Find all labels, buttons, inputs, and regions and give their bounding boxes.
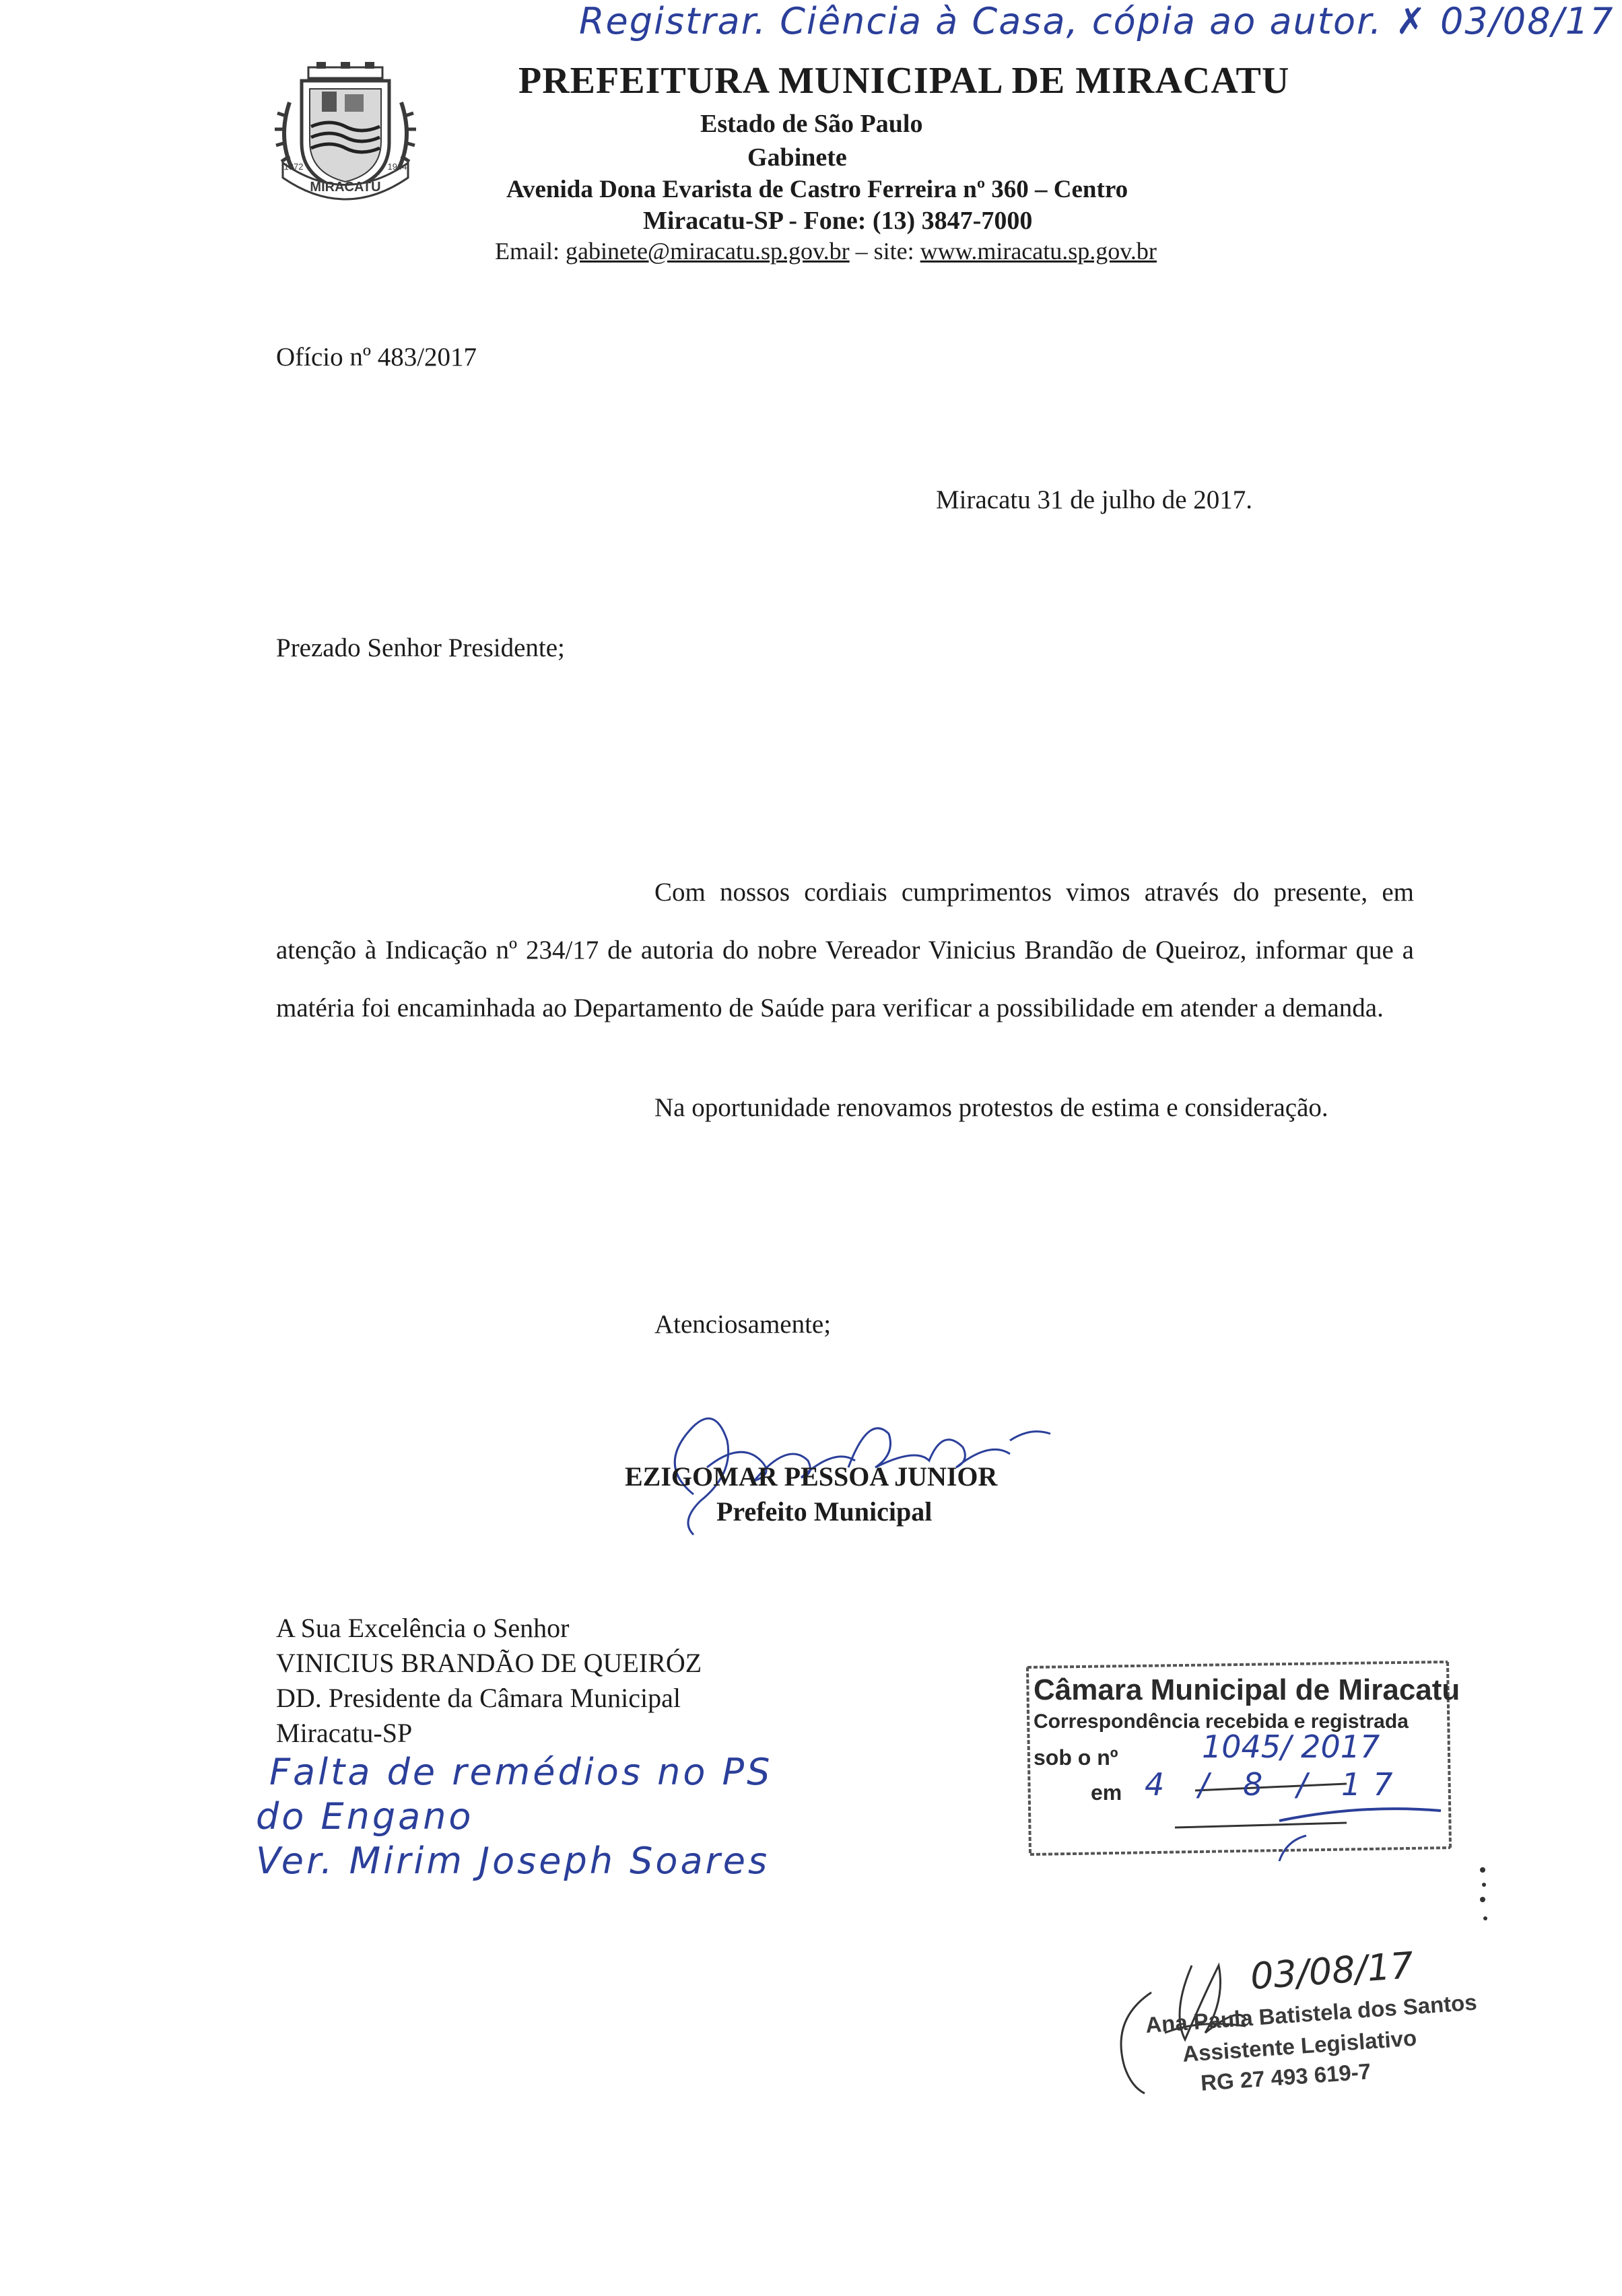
handwritten-subject-line-1: Falta de remédios no PS	[269, 1751, 773, 1793]
letter-paragraph-2: Na oportunidade renovamos protestos de estima e consideração.	[654, 1093, 1328, 1122]
header-department: Gabinete	[747, 143, 847, 172]
handwritten-subject-line-2: do Engano	[256, 1795, 474, 1838]
edge-dots-decoration	[1475, 1865, 1495, 1925]
stamp-date-value: 4 / 8 / 17	[1145, 1766, 1405, 1803]
header-state: Estado de São Paulo	[700, 110, 923, 138]
letter-paragraph-1: Com nossos cordiais cumprimentos vimos através do presente, em atenção à Indicação nº 234/17 de autoria do nobre Vereador Vinicius Brandão de Queiroz, informar que a matéria foi encaminhada ao Departamento de Saúde para verificar a possibilidade em atender a demanda.	[276, 878, 1414, 1022]
municipal-crest-icon	[269, 62, 421, 217]
header-title: PREFEITURA MUNICIPAL DE MIRACATU	[518, 60, 1290, 102]
handwritten-subject-line-3: Ver. Mirim Joseph Soares	[256, 1840, 770, 1882]
recipient-line-4: Miracatu-SP	[276, 1718, 413, 1748]
recipient-line-2: VINICIUS BRANDÃO DE QUEIRÓZ	[276, 1648, 702, 1678]
header-contact	[495, 237, 1157, 265]
handwritten-top-note: Registrar. Ciência à Casa, cópia ao autor. ✗ 03/08/17	[579, 0, 1615, 42]
receipt-role: Assistente Legislativo	[1182, 2025, 1418, 2066]
signer-name: EZIGOMAR PESSOA JUNIOR	[625, 1461, 998, 1492]
stamp-number-label: sob o nº	[1034, 1745, 1118, 1770]
header-phone: Miracatu-SP - Fone: (13) 3847-7000	[643, 207, 1033, 235]
recipient-line-1: A Sua Excelência o Senhor	[276, 1613, 570, 1643]
receipt-name: Ana Paula Batistela dos Santos	[1145, 1989, 1478, 2038]
letter-date: Miracatu 31 de julho de 2017.	[936, 485, 1253, 514]
crest-label: MIRACATU	[310, 180, 381, 195]
crest-year-right: 1944	[387, 162, 407, 172]
site-link[interactable]: www.miracatu.sp.gov.br	[920, 238, 1157, 265]
stamp-number-value: 1045/ 2017	[1202, 1729, 1380, 1765]
letter-salutation: Prezado Senhor Presidente;	[276, 633, 565, 662]
email-label: Email:	[495, 238, 566, 265]
stamp-subtitle: Correspondência recebida e registrada	[1034, 1710, 1409, 1733]
crest-year-left: 1872	[283, 162, 304, 172]
site-label: – site:	[849, 238, 920, 265]
signer-role: Prefeito Municipal	[716, 1496, 933, 1527]
stamp-title: Câmara Municipal de Miracatu	[1034, 1673, 1460, 1706]
email-link[interactable]: gabinete@miracatu.sp.gov.br	[565, 238, 850, 265]
receipt-rg: RG 27 493 619-7	[1200, 2058, 1372, 2095]
recipient-line-3: DD. Presidente da Câmara Municipal	[276, 1683, 681, 1713]
letter-closing: Atenciosamente;	[654, 1310, 832, 1339]
header-address: Avenida Dona Evarista de Castro Ferreira nº 360 – Centro	[506, 176, 1128, 203]
handwritten-subject-note	[256, 1750, 772, 1883]
stamp-date-label: em	[1091, 1780, 1122, 1805]
receipt-date: 03/08/17	[1249, 1944, 1415, 1998]
letter-reference: Ofício nº 483/2017	[276, 343, 477, 372]
